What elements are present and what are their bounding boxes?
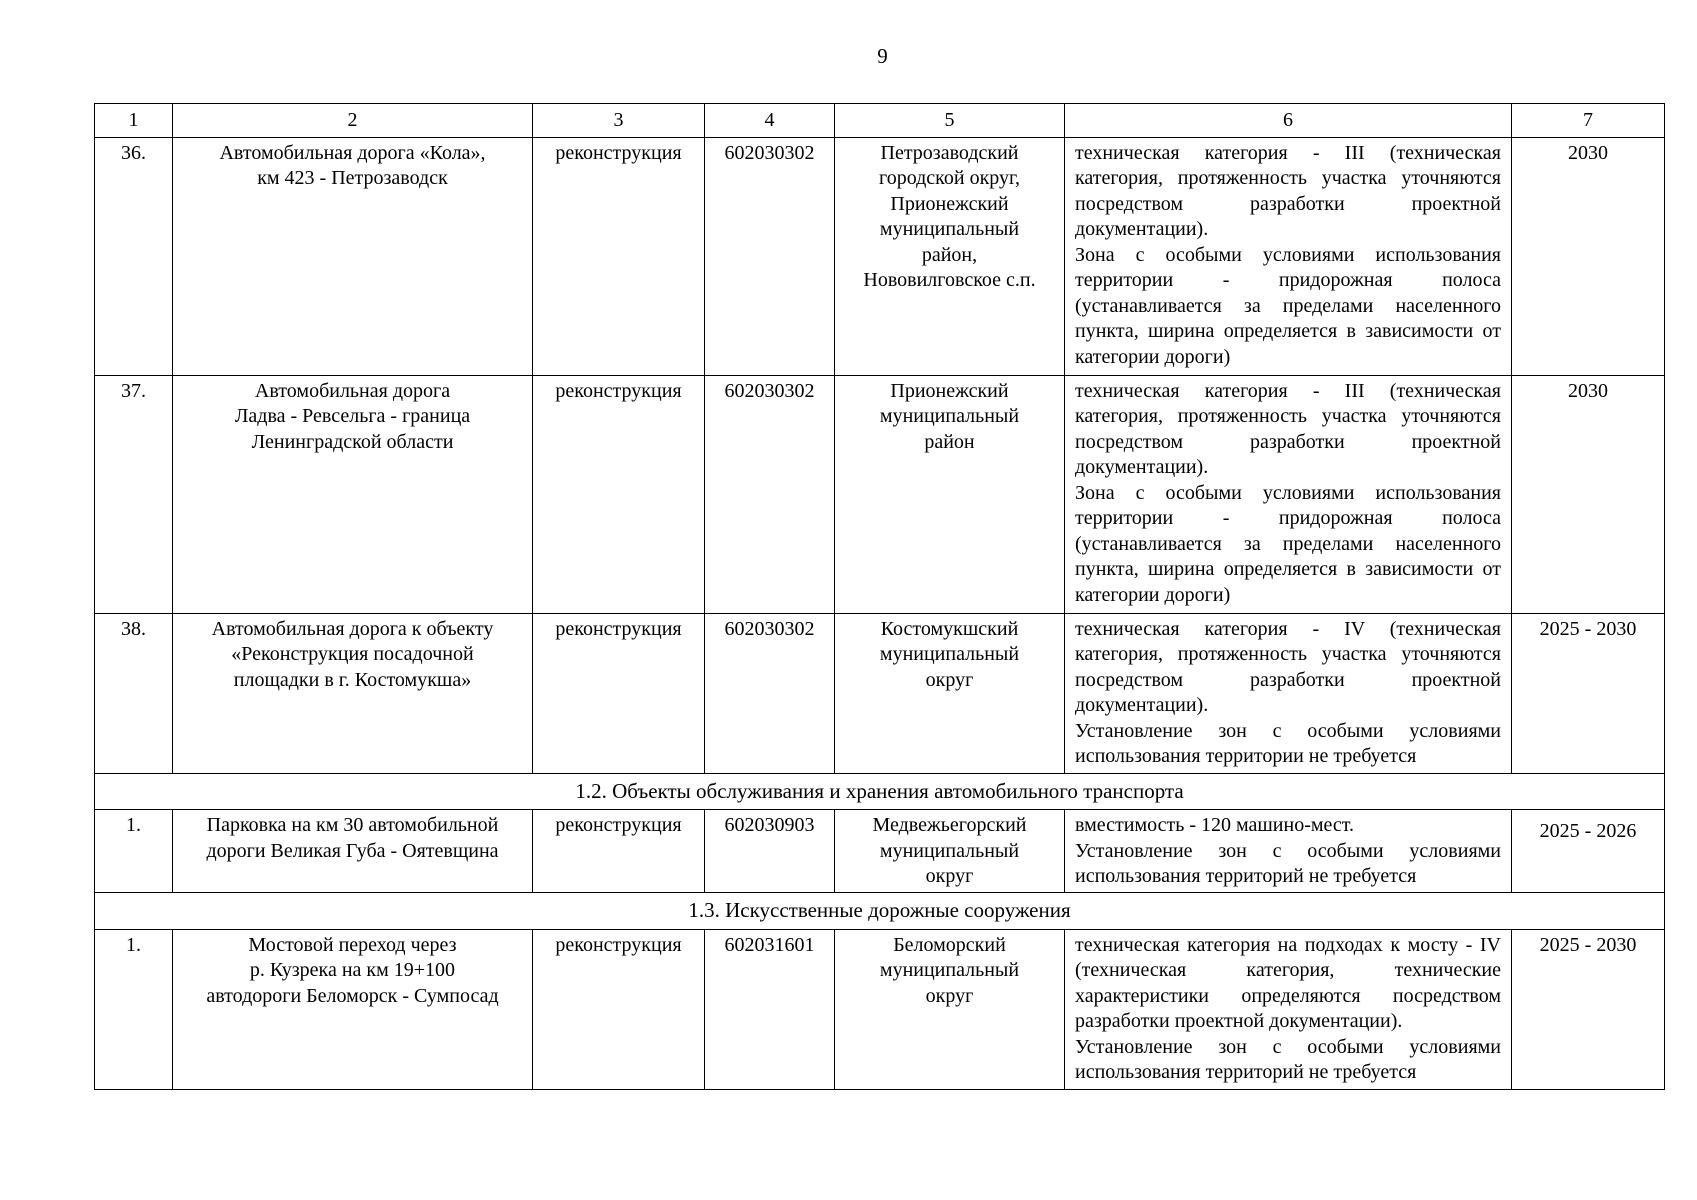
row-number: 36. [95, 137, 173, 375]
column-number: 5 [835, 104, 1065, 138]
section-heading-row [95, 893, 1665, 930]
table-row [95, 375, 1665, 613]
row-number: 1. [95, 929, 173, 1089]
municipality [835, 810, 1065, 893]
object-name [173, 375, 533, 613]
object-code: 602030903 [705, 810, 835, 893]
municipality-line: муниципальный [879, 959, 1020, 981]
column-number: 4 [705, 104, 835, 138]
work-type: реконструкция [533, 810, 705, 893]
work-type: реконструкция [533, 613, 705, 773]
object-code: 602030302 [705, 137, 835, 375]
municipality [835, 375, 1065, 613]
table-row [95, 810, 1665, 893]
deadline-year: 2030 [1512, 375, 1665, 613]
municipality-line: муниципальный [879, 218, 1020, 240]
municipality-line: муниципальный [879, 839, 1020, 862]
name-line: Автомобильная дорога [254, 379, 451, 402]
name-line: Автомобильная дорога «Кола», [219, 141, 486, 164]
name-line: р. Кузрека на км 19+100 [249, 959, 456, 981]
object-name [173, 929, 533, 1089]
municipality-line: муниципальный [879, 643, 1020, 665]
municipality-line: Прионежский [890, 379, 1009, 402]
column-number: 6 [1065, 104, 1512, 138]
characteristics [1065, 375, 1512, 613]
name-line: площадки в г. Костомукша» [233, 668, 472, 691]
row-number: 1. [95, 810, 173, 893]
characteristics-paragraph: Зона с особыми условиями использования территории - придорожная полоса (устанавливается за пределами населенного пункта, ширина определяется в зависимости от категории дороги) [1075, 481, 1501, 606]
section-heading-row [95, 773, 1665, 810]
municipality-line: муниципальный [879, 405, 1020, 427]
column-number: 1 [95, 104, 173, 138]
deadline-year: 2030 [1512, 137, 1665, 375]
municipality-line: Нововилговское с.п. [863, 269, 1036, 291]
characteristics [1065, 613, 1512, 773]
name-line: Автомобильная дорога к объекту [211, 617, 494, 640]
name-line: «Реконструкция посадочной [231, 643, 474, 665]
characteristics-paragraph: техническая категория - III (техническая категория, протяженность участка уточняются посредством разработки проектной документации). [1075, 141, 1501, 240]
table-row [95, 137, 1665, 375]
characteristics-paragraph: техническая категория - III (техническая категория, протяженность участка уточняются посредством разработки проектной документации). [1075, 379, 1501, 478]
object-name [173, 613, 533, 773]
municipality [835, 613, 1065, 773]
table-row [95, 613, 1665, 773]
section-heading: 1.3. Искусственные дорожные сооружения [95, 893, 1665, 930]
name-line: Ленинградской области [251, 430, 454, 453]
name-line: автодороги Беломорск - Сумпосад [206, 984, 499, 1007]
row-number: 37. [95, 375, 173, 613]
municipality [835, 137, 1065, 375]
object-code: 602031601 [705, 929, 835, 1089]
characteristics-paragraph: техническая категория - IV (техническая категория, протяженность участка уточняются посредством разработки проектной документации). [1075, 617, 1501, 716]
characteristics-paragraph: Установление зон с особыми условиями использования территории не требуется [1075, 719, 1501, 767]
name-line: Ладва - Ревсельга - граница [234, 405, 471, 427]
municipality-line: Петрозаводский [880, 141, 1019, 164]
object-name [173, 810, 533, 893]
municipality-line: Медвежьегорский [872, 814, 1027, 836]
characteristics [1065, 810, 1512, 893]
deadline-year: 2025 - 2030 [1512, 929, 1665, 1089]
page-number: 9 [877, 44, 888, 68]
work-type: реконструкция [533, 929, 705, 1089]
work-type: реконструкция [533, 137, 705, 375]
municipality-line: округ [925, 984, 974, 1007]
characteristics [1065, 137, 1512, 375]
object-name [173, 137, 533, 375]
municipality-line: городской округ, [879, 167, 1020, 189]
municipality [835, 929, 1065, 1089]
characteristics-paragraph: вместимость - 120 машино-мест. [1075, 814, 1355, 836]
name-line: дороги Великая Губа - Оятевщина [206, 839, 499, 862]
work-type: реконструкция [533, 375, 705, 613]
characteristics-paragraph: техническая категория на подходах к мосту - IV (техническая категория, технические характеристики определяются посредством разработки проектной документации). [1075, 933, 1501, 1032]
object-code: 602030302 [705, 375, 835, 613]
column-number: 2 [173, 104, 533, 138]
municipality-line: Беломорский [893, 933, 1006, 956]
characteristics [1065, 929, 1512, 1089]
column-number: 7 [1512, 104, 1665, 138]
section-heading: 1.2. Объекты обслуживания и хранения автомобильного транспорта [95, 773, 1665, 810]
column-number: 3 [533, 104, 705, 138]
characteristics-paragraph: Установление зон с особыми условиями использования территорий не требуется [1075, 1035, 1501, 1083]
characteristics-paragraph: Зона с особыми условиями использования территории - придорожная полоса (устанавливается за пределами населенного пункта, ширина определяется в зависимости от категории дороги) [1075, 243, 1501, 368]
municipality-line: округ [925, 668, 974, 691]
municipality-line: район [924, 430, 975, 453]
row-number: 38. [95, 613, 173, 773]
registry-table [94, 103, 1665, 1090]
characteristics-paragraph: Установление зон с особыми условиями использования территорий не требуется [1075, 839, 1501, 887]
name-line: км 423 - Петрозаводск [257, 167, 448, 189]
column-number-row [95, 104, 1665, 138]
table-row [95, 929, 1665, 1089]
municipality-line: Костомукшский [880, 617, 1019, 640]
deadline-year: 2025 - 2026 [1512, 810, 1665, 893]
object-code: 602030302 [705, 613, 835, 773]
deadline-year: 2025 - 2030 [1512, 613, 1665, 773]
municipality-line: округ [925, 865, 974, 887]
municipality-line: район, [921, 243, 978, 266]
name-line: Мостовой переход через [248, 933, 457, 956]
municipality-line: Прионежский [890, 192, 1009, 215]
name-line: Парковка на км 30 автомобильной [206, 814, 499, 836]
